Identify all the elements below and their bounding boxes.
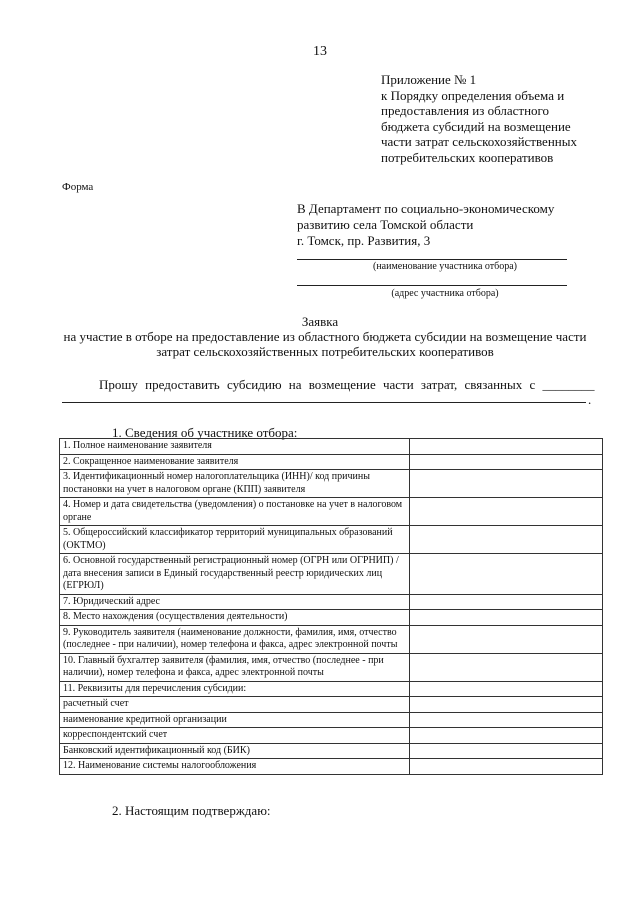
annex-line: предоставления из областного — [381, 103, 550, 118]
row-label: 6. Основной государственный регистрационный номер (ОГРН или ОГРНИП) / дата внесения записи в Единый государственный реестр юридических лиц (ЕГРЮЛ) — [60, 554, 410, 595]
row-value-cell[interactable] — [410, 712, 603, 728]
table-row — [60, 439, 603, 455]
participant-name-caption: (наименование участника отбора) — [373, 261, 517, 272]
table-row — [60, 728, 603, 744]
table-row — [60, 454, 603, 470]
row-value-cell[interactable] — [410, 743, 603, 759]
row-value-cell[interactable] — [410, 470, 603, 498]
document-subtitle: на участие в отборе на предоставление из областного бюджета субсидии на возмещение части затрат сельскохозяйственных потребительских кооперативов — [63, 329, 587, 359]
table-row — [60, 594, 603, 610]
row-label: 1. Полное наименование заявителя — [60, 439, 410, 455]
participant-name-line[interactable] — [297, 259, 567, 260]
row-label: Банковский идентификационный код (БИК) — [60, 743, 410, 759]
table-row — [60, 526, 603, 554]
request-text: Прошу предоставить субсидию на возмещение части затрат, связанных с ________ — [99, 377, 595, 392]
document-title: Заявка — [301, 314, 339, 329]
table-row — [60, 712, 603, 728]
row-value-cell[interactable] — [410, 681, 603, 697]
table-row — [60, 554, 603, 595]
row-label: 2. Сокращенное наименование заявителя — [60, 454, 410, 470]
page-number: 13 — [313, 44, 327, 59]
row-label: 7. Юридический адрес — [60, 594, 410, 610]
row-value-cell[interactable] — [410, 653, 603, 681]
table-row — [60, 681, 603, 697]
row-label: 3. Идентификационный номер налогоплательщика (ИНН)/ код причины постановки на учет в налоговом органе (КПП) заявителя — [60, 470, 410, 498]
department-address-block — [297, 201, 554, 249]
annex-line: части затрат сельскохозяйственных — [381, 134, 577, 149]
row-label: 9. Руководитель заявителя (наименование должности, фамилия, имя, отчество (последнее - при наличии), номер телефона и факса, адрес электронной почты — [60, 625, 410, 653]
department-line: г. Томск, пр. Развития, 3 — [297, 233, 431, 248]
form-label: Форма — [62, 181, 94, 193]
table-row — [60, 625, 603, 653]
department-line: В Департамент по социально-экономическому — [297, 201, 555, 216]
annex-line: к Порядку определения объема и — [381, 87, 565, 103]
annex-line: бюджета субсидий на возмещение — [381, 118, 571, 134]
row-label: наименование кредитной организации — [60, 712, 410, 728]
table-row — [60, 743, 603, 759]
section-2-title: 2. Настоящим подтверждаю: — [112, 803, 271, 818]
row-value-cell[interactable] — [410, 454, 603, 470]
annex-line: Приложение № 1 — [381, 72, 477, 87]
row-label: 10. Главный бухгалтер заявителя (фамилия, имя, отчество (последнее - при наличии), номер телефона и факса, адрес электронной почты — [60, 653, 410, 681]
table-row — [60, 610, 603, 626]
participant-info-table — [59, 438, 603, 775]
participant-address-caption: (адрес участника отбора) — [391, 288, 499, 299]
table-row — [60, 759, 603, 775]
row-value-cell[interactable] — [410, 728, 603, 744]
row-label: 4. Номер и дата свидетельства (уведомления) о постановке на учет в налоговом органе — [60, 498, 410, 526]
request-end: . — [588, 392, 592, 407]
row-value-cell[interactable] — [410, 625, 603, 653]
annex-line: потребительских кооперативов — [381, 149, 554, 165]
row-value-cell[interactable] — [410, 498, 603, 526]
table-row — [60, 697, 603, 713]
department-line: развитию села Томской области — [297, 217, 474, 232]
row-label: 5. Общероссийский классификатор территорий муниципальных образований (ОКТМО) — [60, 526, 410, 554]
row-label: 12. Наименование системы налогообложения — [60, 759, 410, 775]
row-value-cell[interactable] — [410, 594, 603, 610]
participant-address-line[interactable] — [297, 285, 567, 286]
row-label: 8. Место нахождения (осуществления деятельности) — [60, 610, 410, 626]
table-row — [60, 470, 603, 498]
row-label: корреспондентский счет — [60, 728, 410, 744]
table-row — [60, 498, 603, 526]
row-label: 11. Реквизиты для перечисления субсидии: — [60, 681, 410, 697]
row-value-cell[interactable] — [410, 759, 603, 775]
row-value-cell[interactable] — [410, 610, 603, 626]
row-value-cell[interactable] — [410, 554, 603, 595]
annex-block — [381, 72, 577, 165]
section-1-title: 1. Сведения об участнике отбора: — [112, 425, 298, 440]
request-fill-line[interactable] — [62, 402, 586, 403]
table-row — [60, 653, 603, 681]
row-value-cell[interactable] — [410, 439, 603, 455]
row-value-cell[interactable] — [410, 697, 603, 713]
row-value-cell[interactable] — [410, 526, 603, 554]
row-label: расчетный счет — [60, 697, 410, 713]
